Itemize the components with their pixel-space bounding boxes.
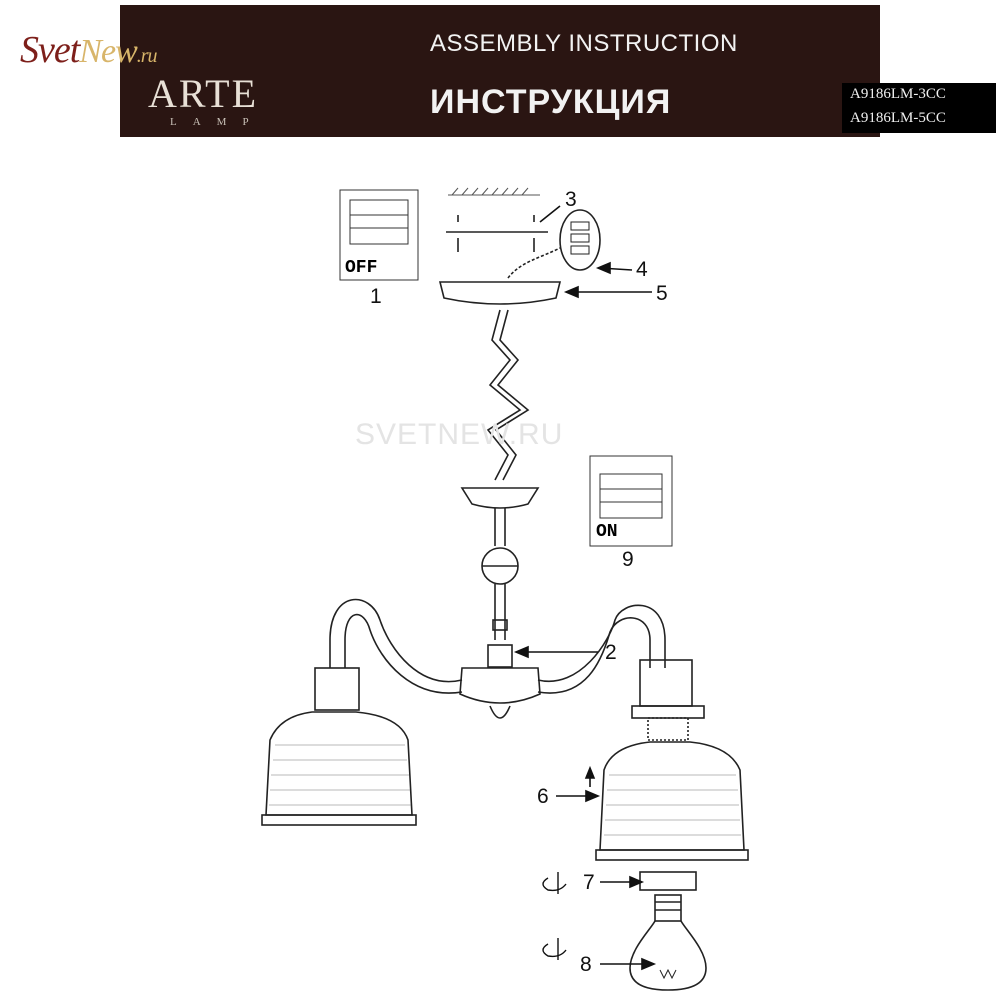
screw-icon — [458, 215, 534, 252]
callout-9: 9 — [622, 548, 634, 571]
left-shade — [266, 712, 412, 815]
callout-2: 2 — [605, 641, 617, 664]
arte-logo: ARTE — [148, 71, 259, 116]
left-arm — [330, 600, 462, 682]
shade-ring — [640, 872, 696, 890]
bulb-icon — [630, 895, 706, 990]
right-arm — [538, 605, 665, 681]
wire-icon — [508, 248, 560, 278]
canopy — [440, 282, 560, 304]
ceiling-hatch — [448, 188, 540, 195]
watermark: SVETNEW.RU — [355, 418, 564, 451]
right-shade — [600, 742, 744, 850]
logo-new: New — [79, 33, 137, 70]
rotate-icon — [543, 872, 566, 960]
assembly-title-ru: ИНСТРУКЦИЯ — [430, 83, 672, 121]
callout-5: 5 — [656, 282, 668, 305]
callout-8: 8 — [580, 953, 592, 976]
switch-on-label: ON — [596, 522, 618, 542]
callout-1: 1 — [370, 285, 382, 308]
switch-off-label: OFF — [345, 258, 378, 278]
lamp-logo: LAMP — [170, 116, 265, 128]
shade-mesh — [269, 745, 741, 835]
chain-cup — [462, 488, 538, 508]
logo-svet: Svet — [20, 29, 80, 71]
terminal-block-icon — [560, 210, 600, 270]
callout-4: 4 — [636, 258, 648, 281]
logo-ru: .ru — [136, 45, 157, 67]
model-number: A9186LM-5CC — [850, 110, 946, 126]
model-number: A9186LM-3CC — [850, 86, 946, 102]
callout-3: 3 — [565, 188, 577, 211]
callout-6: 6 — [537, 785, 549, 808]
right-socket — [640, 660, 692, 706]
corner-letter: A — [893, 23, 923, 72]
center-body — [488, 645, 512, 667]
callout-7: 7 — [583, 871, 595, 894]
chain — [488, 310, 528, 480]
assembly-title-en: ASSEMBLY INSTRUCTION — [430, 30, 738, 57]
left-socket — [315, 668, 359, 710]
